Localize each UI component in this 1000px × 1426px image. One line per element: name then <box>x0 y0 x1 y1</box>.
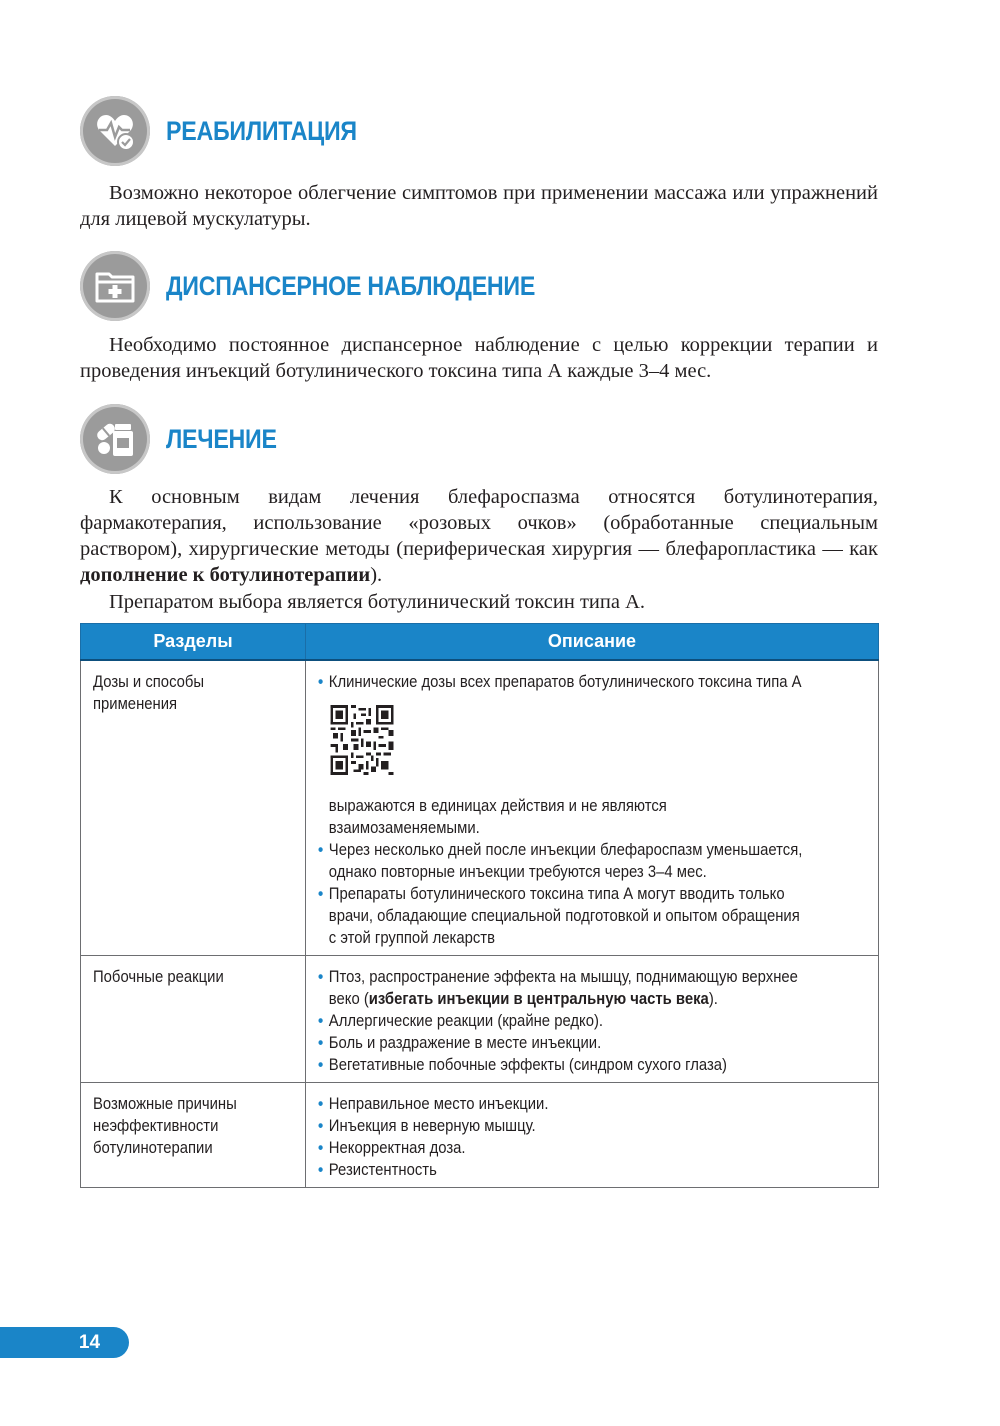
botulinum-info-table <box>80 623 879 1188</box>
list-item-continuation: однако повторные инъекции требуются через 3–4 мес. <box>328 862 707 881</box>
treatment-paragraph-2: Препаратом выбора является ботулинический токсин типа А. <box>109 591 645 613</box>
bold-emphasis: избегать инъекции в центральную часть века <box>368 989 709 1008</box>
section-header-treatment <box>80 404 295 474</box>
list-item: • Инъекция в неверную мышцу. <box>318 1115 548 1137</box>
page-number: 14 <box>0 1327 129 1358</box>
list-item-continuation: веко (избегать инъекции в центральную часть века). <box>328 989 718 1008</box>
bold-emphasis: дополнение к ботулинотерапии <box>80 564 371 586</box>
list-item: • Боль и раздражение в месте инъекции. <box>318 1032 798 1054</box>
list-item: • Птоз, распространение эффекта на мышцу, поднимающую верхнее <box>318 966 798 988</box>
table-row <box>81 955 879 1082</box>
row-section-label: Побочные реакции <box>81 955 306 1082</box>
section-header-dispensary <box>80 251 595 321</box>
medical-folder-icon <box>80 251 150 321</box>
treatment-paragraph: К основным видам лечения блефароспазма относятся ботулинотерапия, фармакотерапия, использование «розовых очков» (обработанные специальным раствором), хирургические методы (периферическая хирургия — блефаропластика — как дополнение к ботулинотерапии). <box>80 486 878 586</box>
pills-bottle-icon <box>80 404 150 474</box>
section-title: РЕАБИЛИТАЦИЯ <box>166 115 357 146</box>
section-title: ЛЕЧЕНИЕ <box>166 423 277 454</box>
dispensary-paragraph: Необходимо постоянное диспансерное наблюдение с целью коррекции терапии и проведения инъекций ботулинического токсина типа А каждые 3–4 мес. <box>80 334 878 382</box>
column-header-description: Описание <box>306 624 879 660</box>
list-item: • Через несколько дней после инъекции блефароспазм уменьшается, <box>318 839 802 861</box>
list-item-continuation: взаимозаменяемыми. <box>328 818 480 837</box>
row-description <box>306 1082 879 1187</box>
row-description <box>306 955 879 1082</box>
section-header-rehabilitation <box>80 96 388 166</box>
list-item: • Некорректная доза. <box>318 1137 548 1159</box>
list-item: • Препараты ботулинического токсина типа А могут вводить только <box>318 883 802 905</box>
rehabilitation-paragraph: Возможно некоторое облегчение симптомов при применении массажа или упражнений для лицевой мускулатуры. <box>80 182 878 230</box>
list-item-continuation: врачи, обладающие специальной подготовкой и опытом обращения <box>328 906 800 925</box>
list-item: • Аллергические реакции (крайне редко). <box>318 1010 798 1032</box>
list-item: • Резистентность <box>318 1159 548 1181</box>
list-item-continuation: выражаются в единицах действия и не являются <box>328 796 667 815</box>
row-section-label: Дозы и способы применения <box>81 660 306 956</box>
heart-pulse-icon <box>80 96 150 166</box>
table-row <box>81 660 879 956</box>
list-item: • Вегетативные побочные эффекты (синдром сухого глаза) <box>318 1054 798 1076</box>
row-section-label: Возможные причины неэффективности ботулинотерапии <box>81 1082 306 1187</box>
table-row <box>81 1082 879 1187</box>
table-header-row <box>81 624 879 660</box>
row-description <box>306 660 879 956</box>
list-item: • Неправильное место инъекции. <box>318 1093 548 1115</box>
list-item-continuation: с этой группой лекарств <box>328 928 496 947</box>
column-header-sections: Разделы <box>81 624 306 660</box>
section-title: ДИСПАНСЕРНОЕ НАБЛЮДЕНИЕ <box>166 270 536 301</box>
list-item: • Клинические дозы всех препаратов ботулинического токсина типа А <box>318 671 802 693</box>
qr-code-icon <box>331 705 394 775</box>
